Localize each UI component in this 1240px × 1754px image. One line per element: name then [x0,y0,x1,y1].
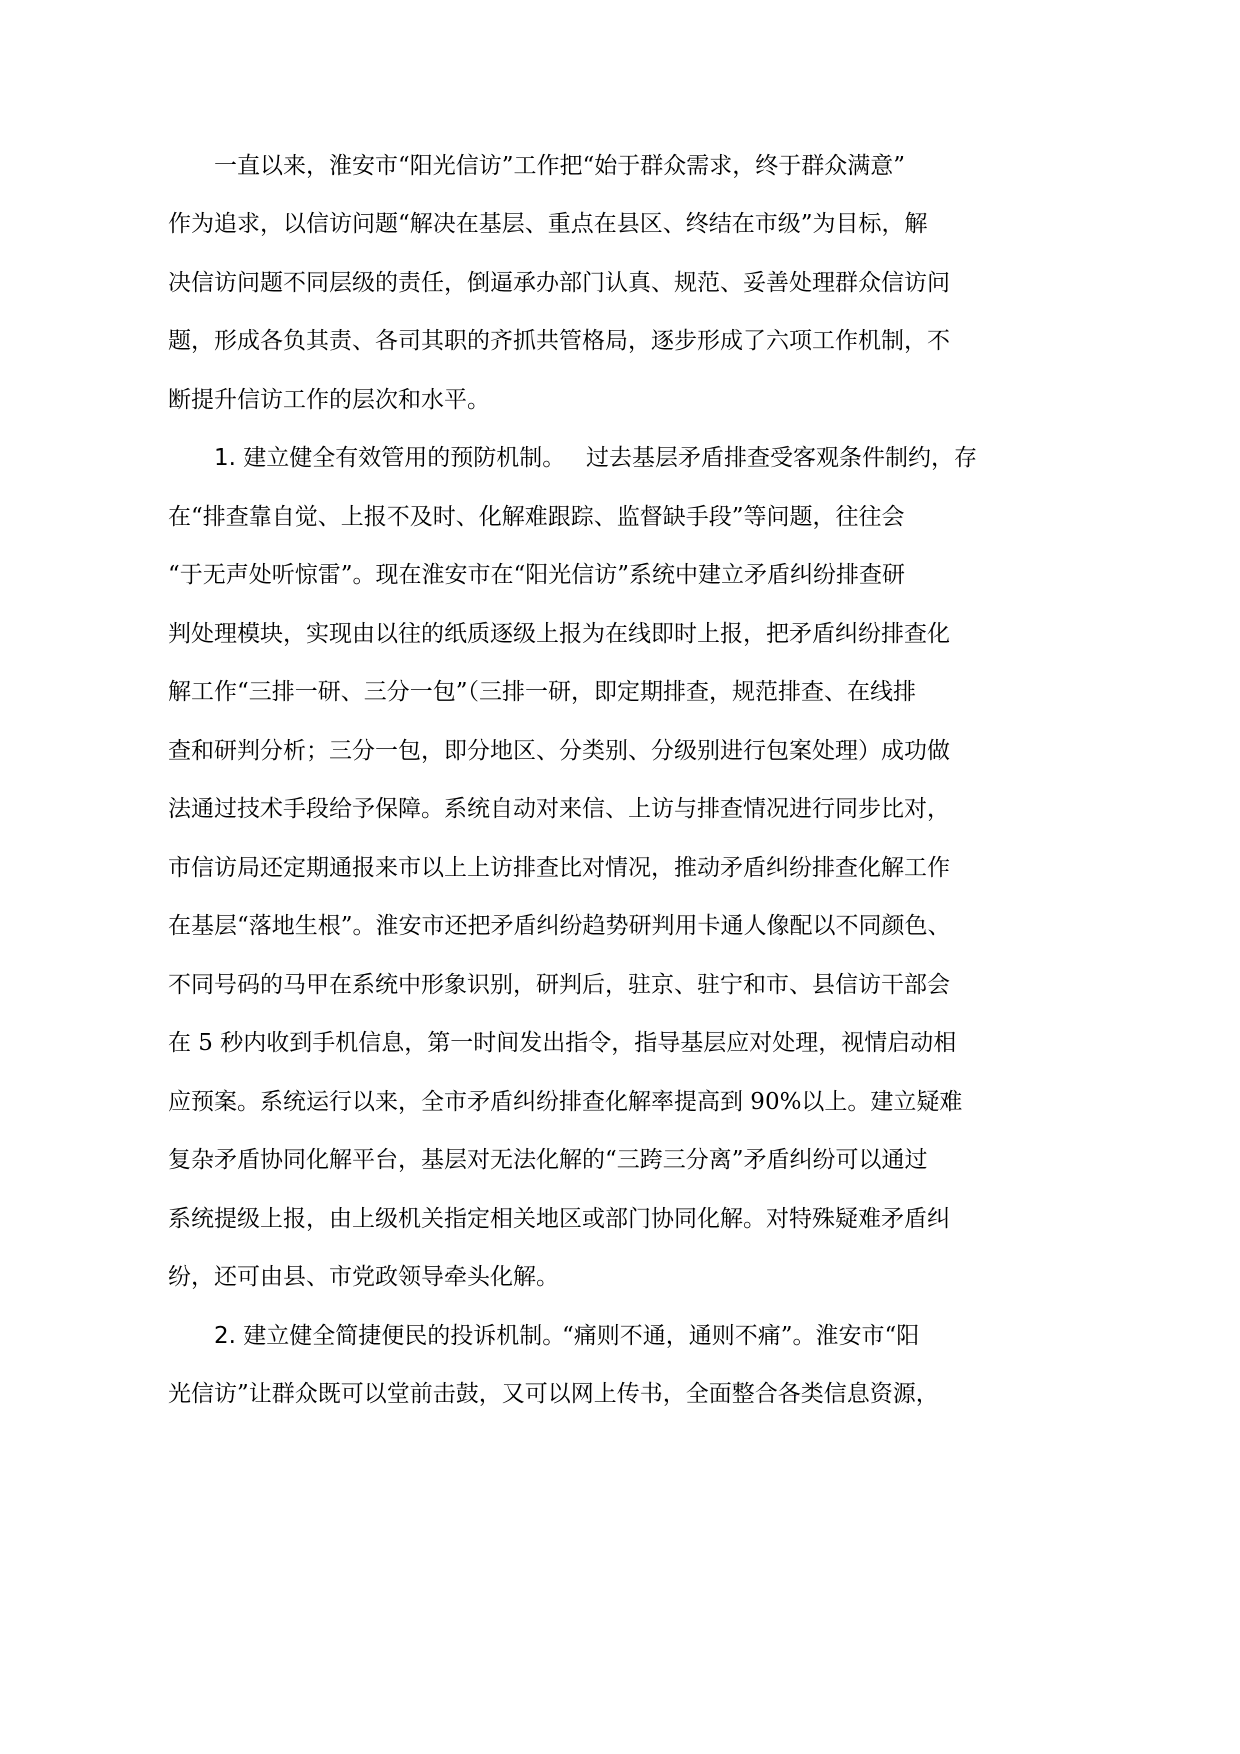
section1-text: “于无声处听惊雷”。现在淮安市在“阳光信访”系统中建立矛盾纠纷排查研 [168,562,906,588]
section1-text: 在基层“落地生根”。淮安市还把矛盾纠纷趋势研判用卡通人像配以不同颜色、 [168,913,951,939]
section1-text: 市信访局还定期通报来市以上上访排查比对情况，推动矛盾纠纷排查化解工作 [168,855,950,881]
section2-text: “痛则不通，通则不痛”。淮安市“阳 [562,1323,920,1349]
section1-line [0,1082,1100,1122]
section1-line [0,497,1100,537]
intro-paragraph-line [0,263,1100,303]
section1-line [0,1199,1100,1239]
section1-line [0,848,1100,888]
section1-text: 纷，还可由县、市党政领导牵头化解。 [168,1264,559,1290]
intro-text: 作为追求，以信访问题“解决在基层、重点在县区、终结在市级”为目标，解 [168,211,928,237]
section1-first-line [0,438,1100,478]
section1-text: 不同号码的马甲在系统中形象识别，研判后，驻京、驻宁和市、县信访干部会 [168,972,950,998]
section1-line [0,731,1100,771]
section1-text: 过去基层矛盾排查受客观条件制约，存 [586,445,977,471]
section1-text: 法通过技术手段给予保障。系统自动对来信、上访与排查情况进行同步比对， [168,796,950,822]
section1-text: 查和研判分析；三分一包，即分地区、分类别、分级别进行包案处理）成功做 [168,738,950,764]
section1-text: 解工作“三排一研、三分一包”（三排一研，即定期排查，规范排查、在线排 [168,679,917,705]
section1-line [0,1023,1100,1063]
section2-text: 光信访”让群众既可以堂前击鼓，又可以网上传书，全面整合各类信息资源， [168,1381,939,1407]
section1-line [0,906,1100,946]
section1-line [0,1257,1100,1297]
section1-heading: 1. 建立健全有效管用的预防机制。 [214,445,566,471]
intro-paragraph-line [0,380,1100,420]
section1-line [0,555,1100,595]
section1-line [0,789,1100,829]
section1-text: 在“排查靠自觉、上报不及时、化解难跟踪、监督缺手段”等问题，往往会 [168,504,905,530]
section1-text: 系统提级上报，由上级机关指定相关地区或部门协同化解。对特殊疑难矛盾纠 [168,1206,950,1232]
section1-line [0,1140,1100,1180]
section2-first-line [0,1316,1100,1356]
section2-heading: 2. 建立健全简捷便民的投诉机制。 [214,1323,566,1349]
intro-text: 一直以来，淮安市“阳光信访”工作把“始于群众需求，终于群众满意” [214,153,906,179]
intro-paragraph-line [0,146,1100,186]
section1-text: 判处理模块，实现由以往的纸质逐级上报为在线即时上报，把矛盾纠纷排查化 [168,621,950,647]
section1-line [0,672,1100,712]
section1-line [0,614,1100,654]
section1-line [0,965,1100,1005]
intro-paragraph-line [0,204,1100,244]
section1-text: 在 5 秒内收到手机信息，第一时间发出指令，指导基层应对处理，视情启动相 [168,1030,957,1056]
section2-line [0,1374,1100,1414]
intro-text: 断提升信访工作的层次和水平。 [168,387,490,413]
intro-text: 决信访问题不同层级的责任，倒逼承办部门认真、规范、妥善处理群众信访问 [168,270,950,296]
intro-text: 题，形成各负其责、各司其职的齐抓共管格局，逐步形成了六项工作机制，不 [168,328,950,354]
intro-paragraph-line [0,321,1100,361]
section1-text: 复杂矛盾协同化解平台，基层对无法化解的“三跨三分离”矛盾纠纷可以通过 [168,1147,928,1173]
section1-text: 应预案。系统运行以来，全市矛盾纠纷排查化解率提高到 90%以上。建立疑难 [168,1089,963,1115]
